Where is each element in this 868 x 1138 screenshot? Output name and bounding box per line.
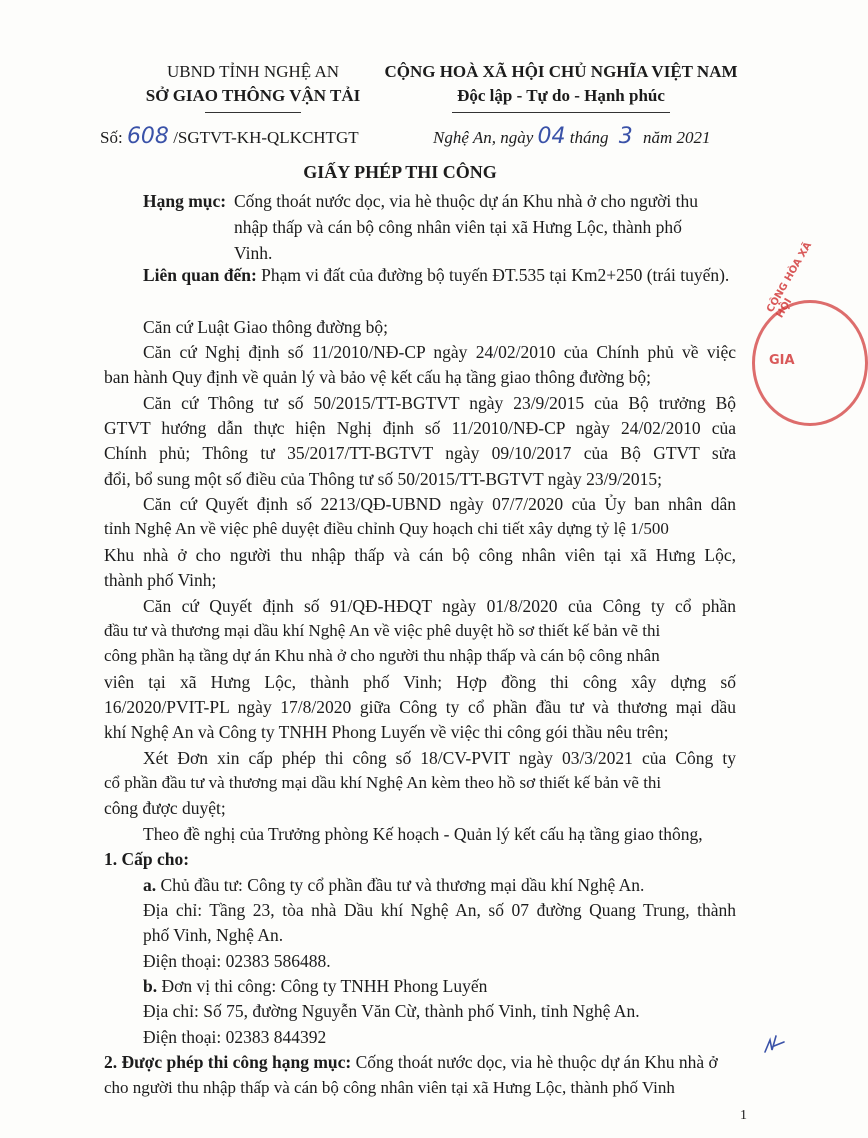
agency-name-line2: SỞ GIAO THÔNG VẬN TẢI <box>145 86 361 105</box>
stamp-text-inner: GIA <box>769 353 795 368</box>
date-month-handwritten: 3 <box>618 124 633 149</box>
section1-b-label: b. <box>143 976 158 996</box>
body-line: viên tại xã Hưng Lộc, thành phố Vinh; Hợp đồng thi công xây dựng số <box>104 672 736 692</box>
section1-a-address1: Địa chỉ: Tầng 23, tòa nhà Dầu khí Nghệ An, số 07 đường Quang Trung, thành <box>143 900 736 920</box>
section1-a-address2: phố Vinh, Nghệ An. <box>143 925 284 945</box>
so-number-handwritten: 608 <box>126 124 169 149</box>
body-line: Căn cứ Quyết định số 2213/QĐ-UBND ngày 07/7/2020 của Ủy ban nhân dân <box>143 494 736 514</box>
body-line: GTVT hướng dẫn thực hiện Nghị định số 11/2010/NĐ-CP ngày 24/02/2010 của <box>104 418 736 438</box>
body-line: Chính phủ; Thông tư 35/2017/TT-BGTVT ngày 09/10/2017 của Bộ GTVT sửa <box>104 443 736 463</box>
date-day-handwritten: 04 <box>537 124 566 149</box>
hang-muc-label: Hạng mục: <box>143 191 227 211</box>
body-line: Căn cứ Luật Giao thông đường bộ; <box>143 317 388 337</box>
body-line: thành phố Vinh; <box>104 570 217 590</box>
date-prefix: Nghệ An, ngày <box>433 128 534 147</box>
body-line: công phần hạ tầng dự án Khu nhà ở cho người thu nhập thấp và cán bộ công nhân <box>104 646 660 665</box>
body-line: 16/2020/PVIT-PL ngày 17/8/2020 giữa Công ty cổ phần đầu tư và thương mại dầu <box>104 697 736 717</box>
agency-name-line1: UBND TỈNH NGHỆ AN <box>166 62 340 81</box>
initial-mark-icon <box>762 1032 786 1056</box>
so-code: /SGTVT-KH-QLKCHTGT <box>173 128 359 147</box>
section1-a <box>143 872 644 898</box>
lien-quan-label: Liên quan đến: <box>143 265 257 285</box>
date-mid: tháng <box>569 128 609 147</box>
body-line: cổ phần đầu tư và thương mại dầu khí Nghệ An kèm theo hồ sơ thiết kế bản vẽ thi <box>104 773 662 792</box>
body-line: tỉnh Nghệ An về việc phê duyệt điều chỉnh Quy hoạch chi tiết xây dựng tỷ lệ 1/500 <box>104 519 669 538</box>
section2-line2: cho người thu nhập thấp và cán bộ công nhân viên tại xã Hưng Lộc, thành phố Vinh <box>104 1078 675 1097</box>
section1-a-text: Chủ đầu tư: Công ty cổ phần đầu tư và thương mại dầu khí Nghệ An. <box>160 875 645 895</box>
body-line: Xét Đơn xin cấp phép thi công số 18/CV-PVIT ngày 03/3/2021 của Công ty <box>143 748 736 768</box>
stamp-text-outer: CỘNG HÒA XÃ HỘI <box>765 240 815 320</box>
country-name: CỘNG HOÀ XÃ HỘI CHỦ NGHĨA VIỆT NAM <box>384 62 738 81</box>
body-line: ban hành Quy định về quản lý và bảo vệ kết cấu hạ tầng giao thông đường bộ; <box>104 367 652 387</box>
date-year: năm 2021 <box>643 128 711 147</box>
official-stamp-icon <box>752 240 868 426</box>
body-line: Theo đề nghị của Trưởng phòng Kế hoạch - Quản lý kết cấu hạ tầng giao thông, <box>143 824 703 844</box>
section2 <box>104 1049 718 1075</box>
section1-a-label: a. <box>143 875 157 895</box>
body-line: Căn cứ Nghị định số 11/2010/NĐ-CP ngày 24/02/2010 của Chính phủ về việc <box>143 342 736 362</box>
body-line: Căn cứ Thông tư số 50/2015/TT-BGTVT ngày 23/9/2015 của Bộ trưởng Bộ <box>143 393 736 413</box>
section1-b-address: Địa chỉ: Số 75, đường Nguyễn Văn Cừ, thành phố Vinh, tỉnh Nghệ An. <box>143 1001 640 1021</box>
document-number <box>100 124 359 149</box>
hang-muc-line2: nhập thấp và cán bộ công nhân viên tại xã Hưng Lộc, thành phố <box>234 217 682 237</box>
lien-quan <box>143 262 729 288</box>
motto: Độc lập - Tự do - Hạnh phúc <box>457 86 665 105</box>
body-line: công được duyệt; <box>104 798 226 818</box>
so-label: Số: <box>100 128 123 147</box>
hang-muc-line1: Cống thoát nước dọc, via hè thuộc dự án Khu nhà ở cho người thu <box>234 191 698 211</box>
section2-line1: Cống thoát nước dọc, via hè thuộc dự án Khu nhà ở <box>355 1052 718 1072</box>
section2-heading: 2. Được phép thi công hạng mục: <box>104 1052 352 1072</box>
body-line: khí Nghệ An và Công ty TNHH Phong Luyến về việc thi công gói thầu nêu trên; <box>104 722 669 742</box>
hang-muc-line3: Vinh. <box>234 243 273 263</box>
section1-b <box>143 973 487 999</box>
agency-underline <box>205 112 301 113</box>
body-line: Căn cứ Quyết định số 91/QĐ-HĐQT ngày 01/8/2020 của Công ty cổ phần <box>143 596 736 616</box>
issue-date <box>433 124 711 149</box>
body-line: đổi, bổ sung một số điều của Thông tư số 50/2015/TT-BGTVT ngày 23/9/2015; <box>104 469 662 489</box>
document-title: GIẤY PHÉP THI CÔNG <box>303 162 497 182</box>
section1-heading: 1. Cấp cho: <box>104 849 190 869</box>
section1-b-text: Đơn vị thi công: Công ty TNHH Phong Luyến <box>161 976 488 996</box>
body-line: đầu tư và thương mại dầu khí Nghệ An về việc phê duyệt hồ sơ thiết kế bản vẽ thi <box>104 621 661 640</box>
motto-underline <box>452 112 670 113</box>
body-line: Khu nhà ở cho người thu nhập thấp và cán bộ công nhân viên tại xã Hưng Lộc, <box>104 545 736 565</box>
section1-b-phone: Điện thoại: 02383 844392 <box>143 1027 327 1047</box>
lien-quan-text: Phạm vi đất của đường bộ tuyến ĐT.535 tại Km2+250 (trái tuyến). <box>261 265 730 285</box>
section1-a-phone: Điện thoại: 02383 586488. <box>143 951 331 971</box>
page-number: 1 <box>740 1108 747 1123</box>
